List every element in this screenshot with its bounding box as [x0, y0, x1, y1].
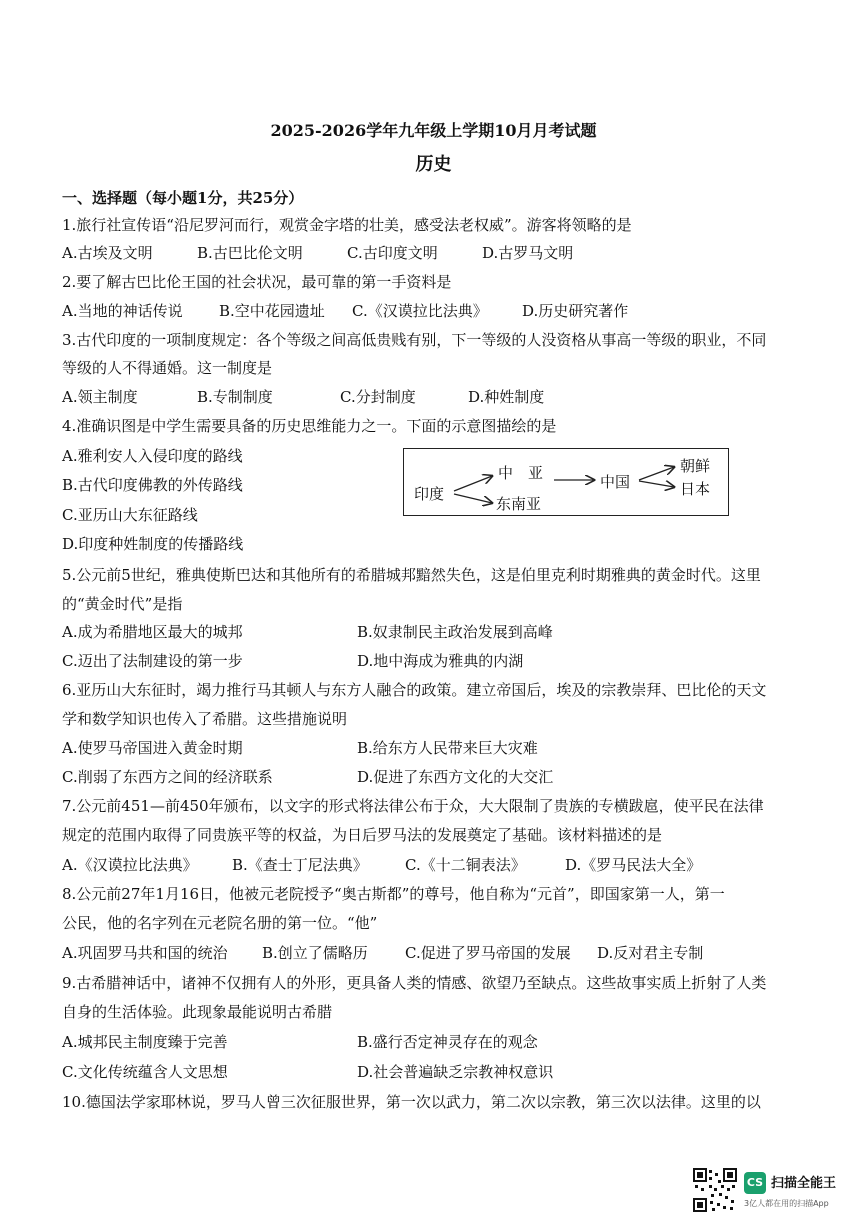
question-stem: 3.古代印度的一项制度规定：各个等级之间高低贵贱有别，下一等级的人没资格从事高一等级的职业，不同 — [62, 331, 767, 349]
question-stem: 2.要了解古巴比伦王国的社会状况，最可靠的第一手资料是 — [62, 273, 452, 291]
cs-logo-icon: CS — [744, 1172, 766, 1194]
option: A.领主制度 — [62, 388, 138, 406]
option: D.《罗马民法大全》 — [565, 856, 702, 874]
question-stem: 等级的人不得通婚。这一制度是 — [62, 359, 273, 377]
label-southeast-asia: 东南亚 — [496, 495, 542, 513]
question-stem: 6.亚历山大东征时，竭力推行马其顿人与东方人融合的政策。建立帝国后，埃及的宗教崇拜、巴比伦的天文 — [62, 681, 767, 699]
question-stem: 规定的范围内取得了同贵族平等的权益，为日后罗马法的发展奠定了基础。该材料描述的是 — [62, 826, 663, 844]
option: B.给东方人民带来巨大灾难 — [357, 739, 538, 757]
option: A.成为希腊地区最大的城邦 — [62, 623, 243, 641]
label-china: 中国 — [600, 473, 631, 491]
option: C.古印度文明 — [347, 244, 438, 262]
option: A.巩固罗马共和国的统治 — [62, 944, 228, 962]
question-stem: 9.古希腊神话中，诸神不仅拥有人的外形，更具备人类的情感、欲望乃至缺点。这些故事实质上折射了人类 — [62, 974, 767, 992]
option: D.社会普遍缺乏宗教神权意识 — [357, 1063, 554, 1081]
option: C.《汉谟拉比法典》 — [352, 302, 488, 320]
arrow-to-japan — [639, 481, 674, 487]
label-japan: 日本 — [680, 480, 711, 498]
question-stem: 公民，他的名字列在元老院名册的第一位。“他” — [62, 914, 378, 932]
option: B.《查士丁尼法典》 — [232, 856, 368, 874]
option: D.促进了东西方文化的大交汇 — [357, 768, 554, 786]
label-central-asia: 中 亚 — [498, 464, 544, 482]
question-stem: 学和数学知识也传入了希腊。这些措施说明 — [62, 710, 348, 728]
route-diagram — [403, 448, 729, 516]
scanner-tagline: 3亿人都在用的扫描App — [744, 1199, 829, 1208]
option: C.分封制度 — [340, 388, 416, 406]
option: B.奴隶制民主政治发展到高峰 — [357, 623, 553, 641]
scanner-app-name: 扫描全能王 — [771, 1176, 837, 1191]
label-korea: 朝鲜 — [680, 457, 711, 475]
option: B.古巴比伦文明 — [197, 244, 303, 262]
label-india: 印度 — [414, 485, 445, 503]
option: D.历史研究著作 — [522, 302, 629, 320]
option: A.城邦民主制度臻于完善 — [62, 1033, 228, 1051]
option: A.古埃及文明 — [62, 244, 153, 262]
option: B.空中花园遗址 — [219, 302, 325, 320]
option: D.种姓制度 — [468, 388, 545, 406]
question-stem: 4.准确识图是中学生需要具备的历史思维能力之一。下面的示意图描绘的是 — [62, 417, 557, 435]
arrow-to-southeast-asia — [454, 494, 492, 503]
question-stem: 7.公元前451—前450年颁布，以文字的形式将法律公布于众，大大限制了贵族的专横跋扈，使平民在法律 — [62, 797, 764, 815]
option: C.削弱了东西方之间的经济联系 — [62, 768, 273, 786]
qr-code-icon — [693, 1168, 737, 1212]
option: B.专制制度 — [197, 388, 273, 406]
question-stem: 1.旅行社宣传语“沿尼罗河而行，观赏金字塔的壮美，感受法老权威”。游客将领略的是 — [62, 216, 632, 234]
option: A.当地的神话传说 — [62, 302, 183, 320]
option: B.古代印度佛教的外传路线 — [62, 476, 243, 494]
option: D.印度种姓制度的传播路线 — [62, 535, 244, 553]
option: C.促进了罗马帝国的发展 — [405, 944, 571, 962]
option: C.《十二铜表法》 — [405, 856, 526, 874]
question-stem: 8.公元前27年1月16日，他被元老院授予“奥古斯都”的尊号，他自称为“元首”，即国家第一人，第一 — [62, 885, 725, 903]
option: B.创立了儒略历 — [262, 944, 368, 962]
arrow-to-central-asia — [454, 476, 492, 491]
section-heading: 一、选择题（每小题1分，共25分） — [62, 189, 304, 207]
option: A.《汉谟拉比法典》 — [62, 856, 198, 874]
option: C.亚历山大东征路线 — [62, 506, 198, 524]
option: D.地中海成为雅典的内湖 — [357, 652, 524, 670]
option: D.反对君主专制 — [597, 944, 704, 962]
subject-title: 历史 — [415, 154, 452, 175]
option: A.雅利安人入侵印度的路线 — [62, 447, 243, 465]
option: C.迈出了法制建设的第一步 — [62, 652, 243, 670]
question-stem: 的“黄金时代”是指 — [62, 595, 183, 613]
option: A.使罗马帝国进入黄金时期 — [62, 739, 243, 757]
option: C.文化传统蕴含人文思想 — [62, 1063, 228, 1081]
question-stem: 5.公元前5世纪，雅典使斯巴达和其他所有的希腊城邦黯然失色，这是伯里克利时期雅典的黄金时代。这里 — [62, 566, 761, 584]
question-stem: 10.德国法学家耶林说，罗马人曾三次征服世界，第一次以武力，第二次以宗教，第三次以法律。这里的以 — [62, 1093, 761, 1111]
question-stem: 自身的生活体验。此现象最能说明古希腊 — [62, 1003, 333, 1021]
exam-title: 2025-2026学年九年级上学期10月月考试题 — [270, 121, 597, 140]
arrow-to-korea — [639, 467, 674, 480]
option: D.古罗马文明 — [482, 244, 574, 262]
option: B.盛行否定神灵存在的观念 — [357, 1033, 538, 1051]
